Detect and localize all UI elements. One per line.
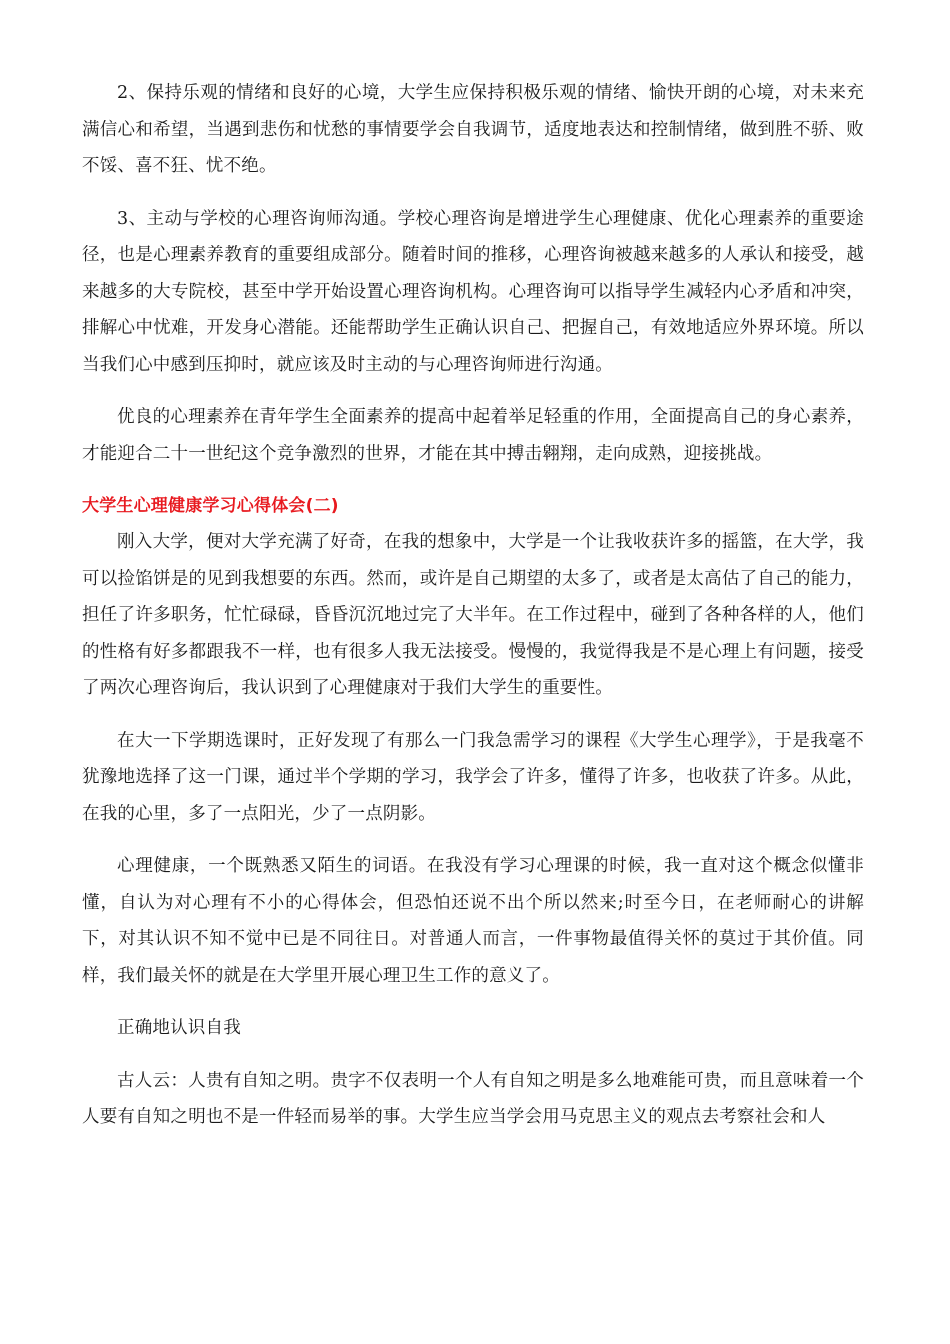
paragraph-intro: 刚入大学，便对大学充满了好奇，在我的想象中，大学是一个让我收获许多的摇篮，在大学，我可以捡馅饼是的见到我想要的东西。然而，或许是自己期望的太多了，或者是太高估了自己的能力，担任了许多职务，忙忙碌碌，昏昏沉沉地过完了大半年。在工作过程中，碰到了各种各样的人，他们的性格有好多都跟我不一样，也有很多人我无法接受。慢慢的，我觉得我是不是心理上有问题，接受了两次心理咨询后，我认识到了心理健康对于我们大学生的重要性。 <box>82 532 864 698</box>
subheading: 正确地认识自我 <box>117 1018 241 1038</box>
paragraph-conclusion: 优良的心理素养在青年学生全面素养的提高中起着举足轻重的作用，全面提高自己的身心素养，才能迎合二十一世纪这个竞争激烈的世界，才能在其中搏击翱翔，走向成熟，迎接挑战。 <box>82 407 864 464</box>
paragraph-course: 在大一下学期选课时，正好发现了有那么一门我急需学习的课程《大学生心理学》，于是我毫不犹豫地选择了这一门课，通过半个学期的学习，我学会了许多，懂得了许多，也收获了许多。从此，在我的心里，多了一点阳光，少了一点阴影。 <box>82 730 864 824</box>
paragraph-health: 心理健康，一个既熟悉又陌生的词语。在我没有学习心理课的时候，我一直对这个概念似懂非懂，自认为对心理有不小的心得体会，但恐怕还说不出个所以然来;时至今日，在老师耐心的讲解下，对其认识不知不觉中已是不同往日。对普通人而言，一件事物最值得关怀的莫过于其价值。同样，我们最关怀的就是在大学里开展心理卫生工作的意义了。 <box>82 856 864 986</box>
paragraph-counselor: 3、主动与学校的心理咨询师沟通。学校心理咨询是增进学生心理健康、优化心理素养的重要途径，也是心理素养教育的重要组成部分。随着时间的推移，心理咨询被越来越多的人承认和接受，越来越多的大专院校，甚至中学开始设置心理咨询机构。心理咨询可以指导学生减轻内心矛盾和冲突，排解心中忧难，开发身心潜能。还能帮助学生正确认识自己、把握自己，有效地适应外界环境。所以当我们心中感到压抑时，就应该及时主动的与心理咨询师进行沟通。 <box>82 208 864 375</box>
paragraph-self-knowledge: 古人云：人贵有自知之明。贵字不仅表明一个人有自知之明是多么地难能可贵，而且意味着一个人要有自知之明也不是一件轻而易举的事。大学生应当学会用马克思主义的观点去考察社会和人 <box>82 1070 864 1127</box>
paragraph-optimism: 2、保持乐观的情绪和良好的心境，大学生应保持积极乐观的情绪、愉快开朗的心境，对未来充满信心和希望，当遇到悲伤和忧愁的事情要学会自我调节，适度地表达和控制情绪，做到胜不骄、败不馁、喜不狂、忧不绝。 <box>82 83 864 176</box>
document-body <box>82 75 864 1152</box>
section-title: 大学生心理健康学习心得体会(二) <box>82 496 339 516</box>
